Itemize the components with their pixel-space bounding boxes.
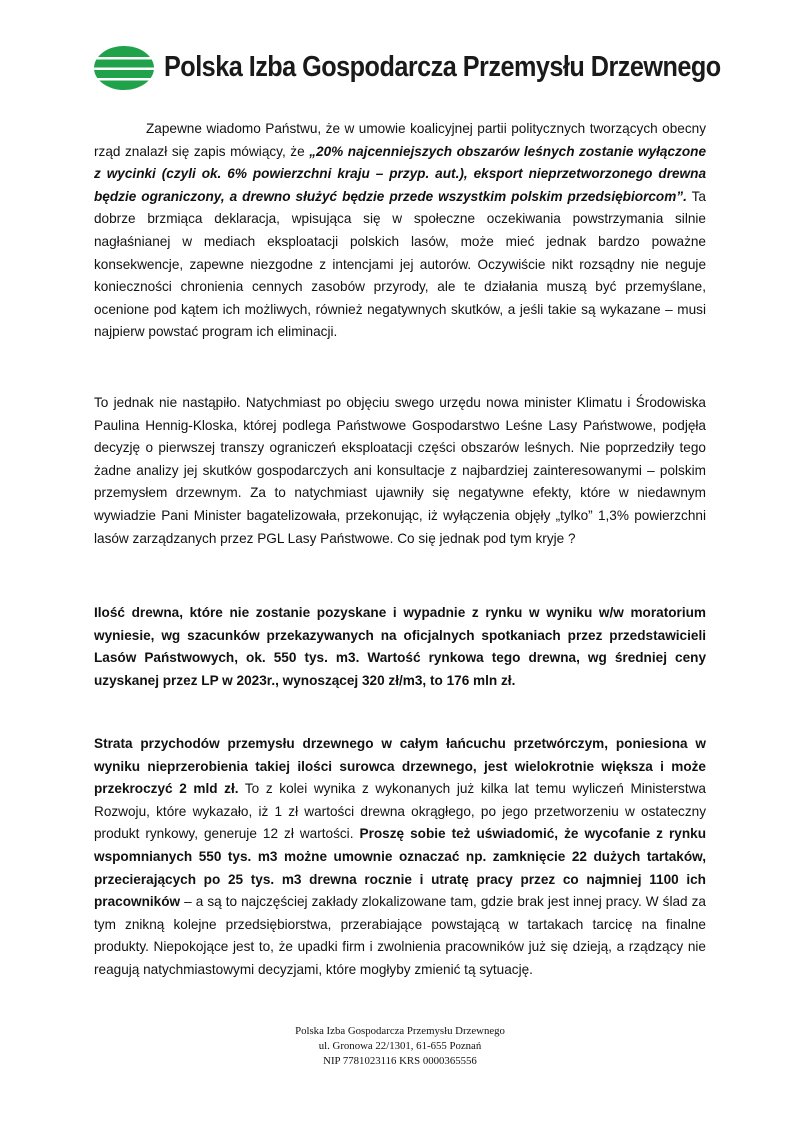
text-run: Ta dobrze brzmiąca deklaracja, wpisująca się w społeczne oczekiwania powstrzymania silnie nagłaśnianej w mediach eksploatacji polskich lasów, może mieć jednak bardzo poważne konsekwencje, zapewne niezgodne z intencjami jej autorów. Oczywiście nikt rozsądny nie neguje konieczności chronienia cennych zasobów przyrody, ale te działania muszą być przemyślane, ocenione pod kątem ich możliwych, również negatywnych skutków, a jeśli takie są wykazane – musi najpierw powstać program ich eliminacji. <box>94 188 706 340</box>
footer-street: ul. Gronowa 22/1301, 61-655 Poznań <box>318 1040 482 1052</box>
footer-address <box>0 1024 800 1069</box>
paragraph-minister-decision <box>94 392 706 550</box>
paragraph-revenue-loss <box>94 733 706 982</box>
paragraph-text: Ilość drewna, które nie zostanie pozyskane i wypadnie z rynku w wyniku w/w moratorium wyniesie, wg szacunków przekazywanych na oficjalnych spotkaniach przez przedstawicieli Lasów Państwowych, ok. 550 tys. m3. Wartość rynkowa tego drewna, wg średniej ceny uzyskanej przez LP w 2023r., wynoszącej 320 zł/m3, to 176 mln zł. <box>94 605 706 688</box>
text-run: To z kolei wynika z wykonanych już kilka lat temu wyliczeń Ministerstwa Rozwoju, które wykazało, iż 1 zł wartości drewna okrągłego, po jego przetworzeniu w ostateczny produkt rynkowy, generuje 12 zł wartości. <box>94 781 706 842</box>
bold-run: Strata przychodów przemysłu drzewnego w całym łańcuchu przetwórczym, poniesiona w wyniku nieprzerobienia takiej ilości surowca drzewnego, jest wielokrotnie większa i może przekroczyć 2 mld zł. <box>94 736 706 797</box>
footer-registry: NIP 7781023116 KRS 0000365556 <box>323 1055 477 1067</box>
bold-run: Proszę sobie też uświadomić, że wycofanie z rynku wspomnianych 550 tys. m3 możne umownie oznaczać np. zamknięcie 22 dużych tartaków, przecierających po 25 tys. m3 drewna rocznie i utratę pracy przez co najmniej 1100 ich pracowników <box>94 826 706 910</box>
green-stripes-circle-logo-icon <box>94 46 154 90</box>
text-run: – a są to najczęściej zakłady zlokalizowane tam, gdzie brak jest innej pracy. W ślad za tym znikną kolejne przedsiębiorstwa, przerabiające powstającą w tartakach tarcicę na finalne produkty. Niepokojące jest to, że upadki firm i zwolnienia pracowników już się dzieją, a rządzący nie reagują natychmiastowymi decyzjami, które mogłyby zmienić tą sytuację. <box>94 894 706 977</box>
footer-org-name: Polska Izba Gospodarcza Przemysłu Drzewnego <box>295 1025 505 1037</box>
text-run: Zapewne wiadomo Państwu, że w umowie koalicyjnej partii politycznych tworzących obecny rząd znalazł się zapis mówiący, że <box>94 121 706 159</box>
paragraph-text: To jednak nie nastąpiło. Natychmiast po objęciu swego urzędu nowa minister Klimatu i Środowiska Paulina Hennig-Kloska, której podlega Państwowe Gospodarstwo Leśne Lasy Państwowe, podjęła decyzję o pierwszej transzy ograniczeń eksploatacji części obszarów leśnych. Nie poprzedziły tego żadne analizy jej skutków gospodarczych ani konsultacje z najbardziej zainteresowanymi – polskim przemysłem drzewnym. Za to natychmiast ujawniły się negatywne efekty, które w niedawnym wywiadzie Pani Minister bagatelizowała, przekonując, iż wyłączenia objęły „tylko” 1,3% powierzchni lasów zarządzanych przez PGL Lasy Państwowe. Co się jednak pod tym kryje ? <box>94 395 706 546</box>
letterhead <box>94 44 721 92</box>
paragraph-timber-volume <box>94 602 706 692</box>
quote-emphasis: „20% najcenniejszych obszarów leśnych zostanie wyłączone z wycinki (czyli ok. 6% powierzchni kraju – przyp. aut.), eksport nieprzetworzonego drewna będzie ograniczony, a drewno służyć będzie przede wszystkim polskim przedsiębiorcom”. <box>94 143 706 204</box>
paragraph-coalition-agreement <box>94 118 706 344</box>
organization-title: Polska Izba Gospodarcza Przemysłu Drzewnego <box>164 51 721 83</box>
